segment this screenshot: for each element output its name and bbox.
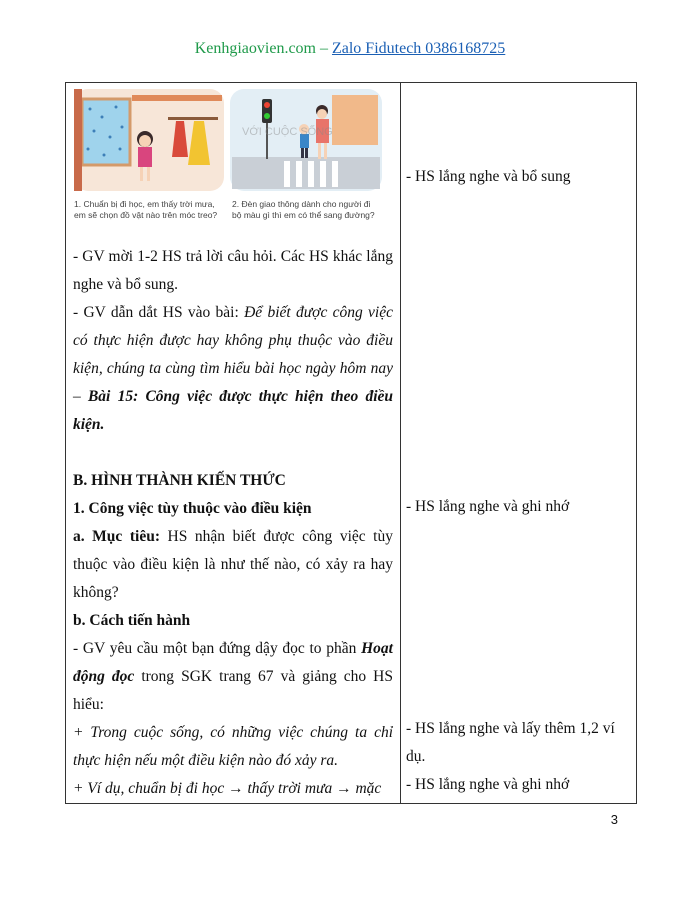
student-response-4: - HS lắng nghe và ghi nhớ [406, 776, 570, 793]
teacher-activities [73, 243, 393, 803]
page-header [0, 40, 700, 58]
text-plain: trong SGK trang 67 và giảng cho HS hiểu: [73, 668, 393, 713]
lesson-title: Bài 15: Công việc được thực hiện theo điều kiện. [73, 388, 394, 433]
label-muc-tieu: a. Mục tiêu: [73, 528, 160, 545]
watermark-text: VỚI CUỘC SỐNG [242, 126, 333, 138]
site-name[interactable]: Kenhgiaovien.com [194, 40, 316, 57]
label-cach-tien-hanh: b. Cách tiến hành [73, 612, 191, 629]
paragraph-gv-moi: - GV mời 1-2 HS trả lời câu hỏi. Các HS khác lắng nghe và bổ sung. [73, 248, 393, 293]
paragraph-gv-dan-dat [73, 299, 393, 439]
student-response-2: - HS lắng nghe và ghi nhớ [406, 498, 570, 515]
column-divider [400, 83, 401, 803]
paragraph-muc-tieu [73, 523, 393, 607]
student-response-1: - HS lắng nghe và bổ sung [406, 168, 571, 185]
illustration-caption-2: 2. Đèn giao thông dành cho người đi bộ màu gì thì em có thể sang đường? [232, 199, 375, 220]
textbook-illustration [72, 87, 384, 242]
text-italic: Để biết được công việc có thực hiện được hay không phụ thuộc vào điều kiện, chúng ta cùng tìm hiểu bài học ngày hôm nay – [73, 304, 393, 405]
text-plain: - GV yêu cầu một bạn đứng dậy đọc to phần [73, 640, 362, 657]
student-response-3: - HS lắng nghe và lấy thêm 1,2 ví dụ. [406, 720, 615, 765]
paragraph-gv-yeu-cau [73, 635, 393, 719]
header-separator: – [315, 40, 332, 57]
paragraph-vi-du: + Ví dụ, chuẩn bị đi học → thấy trời mưa → mặc [73, 780, 382, 797]
section-heading-b: B. HÌNH THÀNH KIẾN THỨC [73, 472, 286, 489]
blank-line [73, 439, 393, 467]
text-plain: - GV dẫn dắt HS vào bài: [73, 304, 245, 321]
lesson-table [65, 82, 637, 804]
page-number: 3 [610, 812, 618, 827]
subheading-1: 1. Công việc tùy thuộc vào điều kiện [73, 500, 312, 517]
text-hoat-dong-doc: Hoạt động đọc [73, 640, 393, 685]
zalo-link[interactable]: Zalo Fidutech 0386168725 [331, 40, 506, 57]
illustration-caption-1: 1. Chuẩn bị đi học, em thấy trời mưa, em sẽ chọn đồ vật nào trên móc treo? [74, 199, 218, 220]
text-muc-tieu: HS nhận biết được công việc tùy thuộc vào điều kiện là như thế nào, có xảy ra hay không? [73, 528, 393, 601]
paragraph-trong-cuoc-song: + Trong cuộc sống, có những việc chúng ta chỉ thực hiện nếu một điều kiện nào đó xảy ra. [73, 724, 393, 769]
